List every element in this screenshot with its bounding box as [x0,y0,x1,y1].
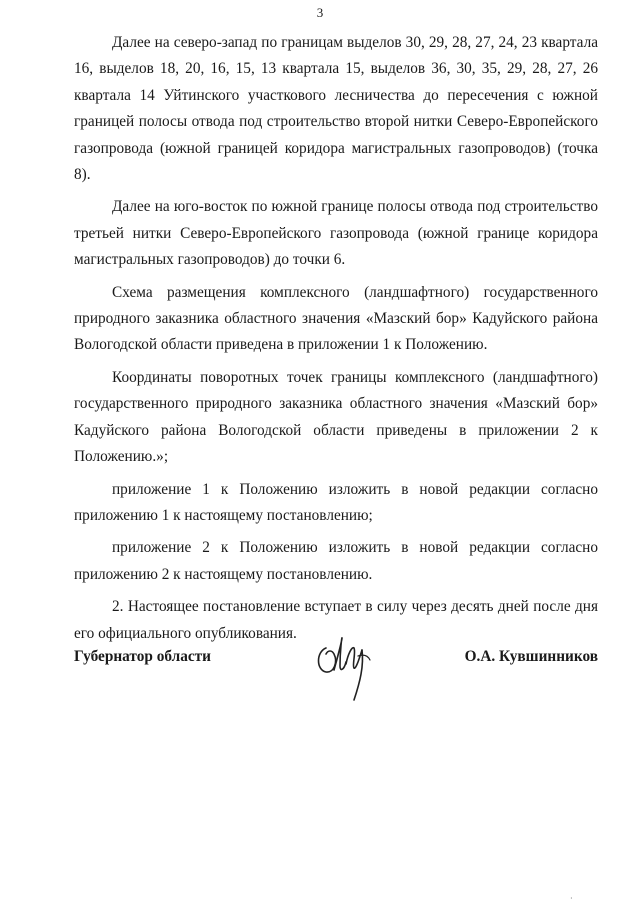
handwritten-signature-icon [312,626,376,704]
page-number: 3 [316,5,324,20]
paragraph-appendix-2-new-edition: приложение 2 к Положению изложить в новой редакции согласно приложению 2 к настоящему постановлению. [74,539,598,583]
paragraph-appendix-1-new-edition: приложение 1 к Положению изложить в новой редакции согласно приложению 1 к настоящему постановлению; [74,480,598,524]
paragraph-coordinates-appendix-2: Координаты поворотных точек границы комплексного (ландшафтного) государственного природного заказника областного значения «Мазский бор» Кадуйского района Вологодской области приведены в приложении 2 к Положению.»; [74,368,598,466]
paragraph-scheme-appendix-1: Схема размещения комплексного (ландшафтного) государственного природного заказника областного значения «Мазский бор» Кадуйского района Вологодской области приведена в приложении 1 к Положению. [74,283,598,354]
paragraph-effective-date: 2. Настоящее постановление вступает в силу через десять дней после дня его официального опубликования. [74,598,598,642]
scan-mark: · [570,894,573,903]
paragraph-boundary-southeast: Далее на юго-восток по южной границе полосы отвода под строительство третьей нитки Северо-Европейского газопровода (южной границе коридора магистральных газопроводов) до точки 6. [74,198,598,269]
document-body [74,30,598,647]
signatory-name: О.А. Кувшинников [464,648,598,665]
paragraph-boundary-northwest: Далее на северо-запад по границам выделов 30, 29, 28, 27, 24, 23 квартала 16, выделов 18, 20, 16, 15, 13 квартала 15, выделов 36, 30, 35, 29, 28, 27, 26 квартала 14 Уйтинского участкового лесничества до пересечения с южной границей полосы отвода под строительство второй нитки Северо-Европейского газопровода (южной границей коридора магистральных газопроводов) (точка 8). [74,34,598,184]
signatory-title: Губернатор области [74,648,211,665]
